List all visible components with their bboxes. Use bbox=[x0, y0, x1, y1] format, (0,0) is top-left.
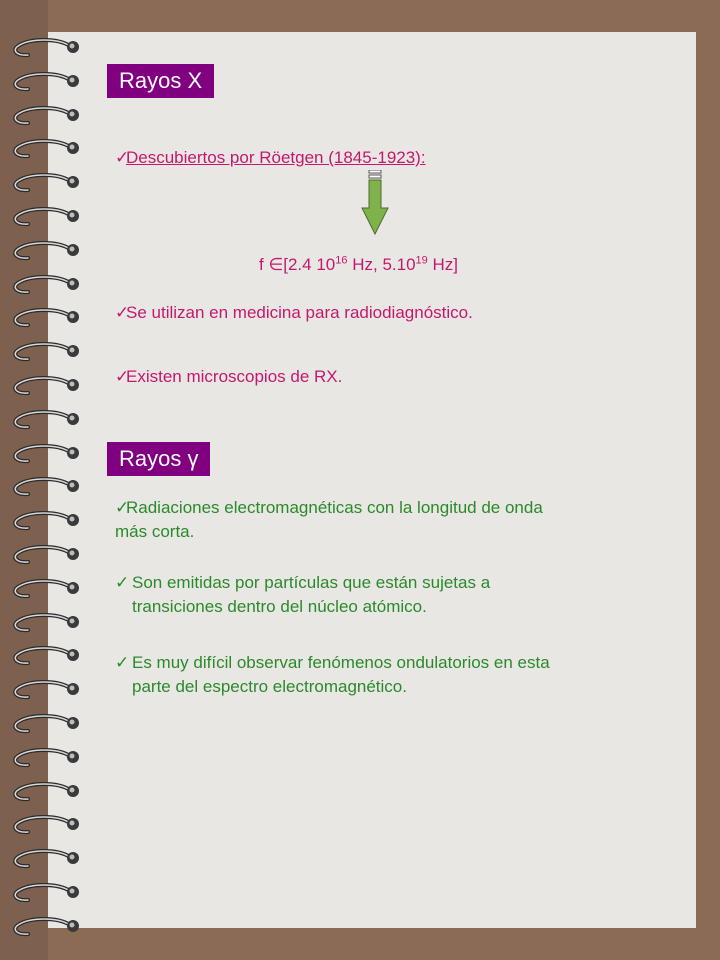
bullet-radiation bbox=[115, 496, 543, 520]
spiral-ring-icon bbox=[8, 36, 80, 60]
check-icon: ✓ bbox=[115, 367, 130, 386]
formula-part-3: Hz] bbox=[427, 255, 459, 274]
spiral-ring-icon bbox=[8, 509, 80, 533]
spiral-ring-icon bbox=[8, 475, 80, 499]
bullet-radiation-line-2: más corta. bbox=[115, 522, 195, 541]
spiral-ring-icon bbox=[8, 408, 80, 432]
formula-exponent-1: 16 bbox=[335, 254, 348, 267]
spiral-ring-icon bbox=[8, 374, 80, 398]
formula-exponent-2: 19 bbox=[415, 254, 428, 267]
bullet-medicine bbox=[115, 301, 473, 325]
bullet-discovered bbox=[115, 146, 426, 170]
spiral-ring-icon bbox=[8, 644, 80, 668]
spiral-ring-icon bbox=[8, 577, 80, 601]
spiral-ring-icon bbox=[8, 915, 80, 939]
formula-part-1: f ∈[2.4 10 bbox=[259, 255, 336, 274]
spiral-ring-icon bbox=[8, 712, 80, 736]
spiral-ring-icon bbox=[8, 442, 80, 466]
spiral-ring-icon bbox=[8, 306, 80, 330]
bullet-emitted-line-1: Son emitidas por partículas que están sujetas a bbox=[132, 573, 491, 592]
bullet-radiation-line-1: Radiaciones electromagnéticas con la longitud de onda bbox=[126, 498, 543, 517]
spiral-ring-icon bbox=[8, 171, 80, 195]
spiral-ring-icon bbox=[8, 70, 80, 94]
bullet-difficult-line-1: Es muy difícil observar fenómenos ondulatorios en esta bbox=[132, 653, 550, 672]
section-title-gamma-text: Rayos γ bbox=[119, 446, 199, 471]
section-title-gamma bbox=[107, 442, 210, 476]
spiral-ring-icon bbox=[8, 205, 80, 229]
spiral-ring-icon bbox=[8, 239, 80, 263]
bullet-discovered-text: Descubiertos por Röetgen (1845-1923): bbox=[126, 148, 426, 167]
spiral-ring-icon bbox=[8, 847, 80, 871]
bullet-microscopes-text: Existen microscopios de RX. bbox=[126, 367, 343, 386]
bullet-emitted bbox=[115, 571, 490, 595]
spiral-ring-icon bbox=[8, 780, 80, 804]
spiral-ring-icon bbox=[8, 273, 80, 297]
spiral-ring-icon bbox=[8, 678, 80, 702]
check-icon: ✓ bbox=[115, 498, 130, 517]
check-icon: ✓ bbox=[115, 148, 130, 167]
spiral-ring-icon bbox=[8, 104, 80, 128]
spiral-ring-icon bbox=[8, 611, 80, 635]
bullet-difficult bbox=[115, 651, 550, 675]
section-title-xray-text: Rayos X bbox=[119, 68, 203, 93]
spiral-ring-icon bbox=[8, 543, 80, 567]
check-icon: ✓ bbox=[115, 653, 130, 672]
spiral-ring-icon bbox=[8, 813, 80, 837]
bullet-microscopes bbox=[115, 365, 342, 389]
spiral-ring-icon bbox=[8, 340, 80, 364]
check-icon: ✓ bbox=[115, 573, 130, 592]
formula-part-2: Hz, 5.10 bbox=[347, 255, 416, 274]
bullet-difficult-line-2: parte del espectro electromagnético. bbox=[132, 677, 407, 696]
spiral-ring-icon bbox=[8, 746, 80, 770]
down-arrow-icon bbox=[360, 170, 390, 236]
bullet-emitted-line-2: transiciones dentro del núcleo atómico. bbox=[132, 597, 427, 616]
bullet-medicine-text: Se utilizan en medicina para radiodiagnóstico. bbox=[126, 303, 473, 322]
section-title-xray bbox=[107, 64, 214, 98]
frequency-range bbox=[259, 253, 458, 277]
spiral-ring-icon bbox=[8, 881, 80, 905]
spiral-ring-icon bbox=[8, 137, 80, 161]
check-icon: ✓ bbox=[115, 303, 130, 322]
